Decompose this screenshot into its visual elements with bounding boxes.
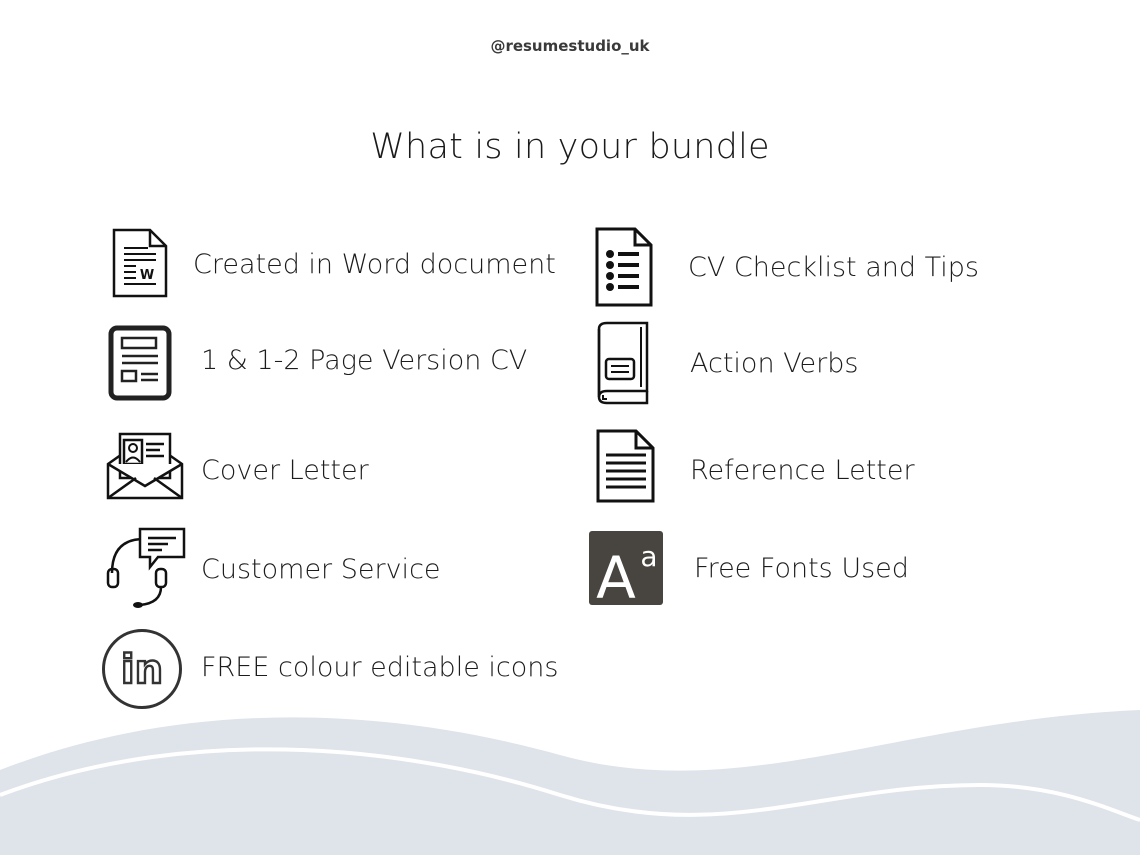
bundle-item-label: 1 & 1-2 Page Version CV <box>201 345 528 376</box>
cv-page-icon <box>108 325 172 401</box>
bundle-item-label: Created in Word document <box>193 249 556 280</box>
book-icon <box>595 321 653 405</box>
bundle-item-label: Customer Service <box>201 554 441 585</box>
page-title: What is in your bundle <box>370 127 770 167</box>
font-icon <box>588 530 664 606</box>
decorative-wave <box>0 690 1140 855</box>
bundle-item-label: Action Verbs <box>690 348 859 379</box>
font-icon-sup-letter: a <box>640 540 658 573</box>
word-document-icon <box>112 228 168 298</box>
bundle-item-label: Free Fonts Used <box>694 553 909 584</box>
brand-handle: @resumestudio_uk <box>490 37 650 55</box>
bundle-item-label: CV Checklist and Tips <box>688 252 979 283</box>
bundle-item-label: Cover Letter <box>201 455 369 486</box>
font-icon-main-letter: A <box>596 544 636 606</box>
document-lines-icon <box>596 429 656 503</box>
bundle-item-label: Reference Letter <box>690 455 915 486</box>
checklist-icon <box>595 227 653 307</box>
linkedin-icon-text: in <box>120 647 164 693</box>
word-icon-letter: W <box>139 268 155 283</box>
bundle-item-label: FREE colour editable icons <box>201 652 559 683</box>
envelope-letter-icon <box>106 424 184 500</box>
headset-support-icon <box>104 525 188 611</box>
